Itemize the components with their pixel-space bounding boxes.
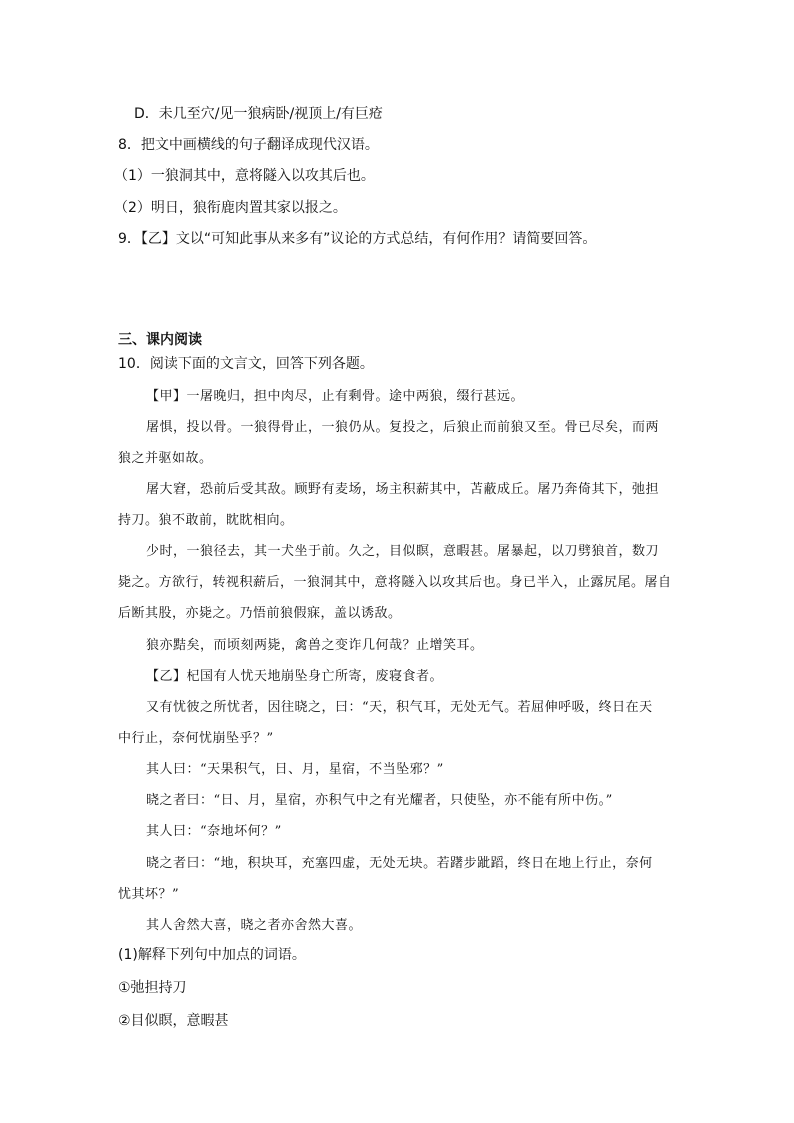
passage-jia-line: 狼之并驱如故。 xyxy=(118,451,213,466)
question-8-item-1: （1）一狼洞其中，意将隧入以攻其后也。 xyxy=(114,168,375,184)
passage-yi-line: 又有忧彼之所忧者，因往晓之，曰：“天，积气耳，无处无气。若屈伸呼吸，终日在天 xyxy=(146,700,653,715)
passage-jia-line: 持刀。狼不敢前，眈眈相向。 xyxy=(118,513,294,528)
question-8-item-2: （2）明日，狼衔鹿肉置其家以报之。 xyxy=(114,200,347,216)
passage-yi-line: 中行止，奈何忧崩坠乎？” xyxy=(118,731,274,746)
passage-jia-line: 后断其股，亦毙之。乃悟前狼假寐，盖以诱敌。 xyxy=(118,606,402,621)
passage-yi-line: 其人曰：“天果积气，日、月，星宿，不当坠邪？” xyxy=(146,762,444,777)
passage-jia-line: 毙之。方欲行，转视积薪后，一狼洞其中，意将隧入以攻其后也。身已半入，止露尻尾。屠自 xyxy=(118,575,672,590)
section-heading: 三、课内阅读 xyxy=(118,332,202,348)
option-d: D．未几至穴/见一狼病卧/视顶上/有巨疮 xyxy=(134,106,383,122)
passage-jia-line: 屠大窘，恐前后受其敌。顾野有麦场，场主积薪其中，苫蔽成丘。屠乃奔倚其下，弛担 xyxy=(146,482,660,497)
passage-jia-line: 狼亦黠矣，而顷刻两毙，禽兽之变诈几何哉？止增笑耳。 xyxy=(146,638,484,653)
sub-question-1-item-b: ②目似瞑，意暇甚 xyxy=(118,1013,229,1029)
passage-yi-line: 晓之者曰：“地，积块耳，充塞四虚，无处无块。若躇步跐蹈，终日在地上行止，奈何 xyxy=(146,856,653,871)
passage-jia-line: 少时，一狼径去，其一犬坐于前。久之，目似瞑，意暇甚。屠暴起，以刀劈狼首，数刀 xyxy=(146,544,660,559)
question-8: 8．把文中画横线的句子翻译成现代汉语。 xyxy=(118,137,379,153)
passage-jia-line: 【甲】一屠晚归，担中肉尽，止有剩骨。途中两狼，缀行甚远。 xyxy=(146,389,525,404)
passage-yi-line: 忧其坏？” xyxy=(118,887,180,902)
passage-yi-line: 其人舍然大喜，晓之者亦舍然大喜。 xyxy=(146,918,363,933)
sub-question-1: (1)解释下列句中加点的词语。 xyxy=(118,947,306,963)
sub-question-1-item-a: ①弛担持刀 xyxy=(118,980,187,996)
passage-yi-line: 晓之者曰：“日、月，星宿，亦积气中之有光耀者，只使坠，亦不能有所中伤。” xyxy=(146,793,613,808)
question-10: 10．阅读下面的文言文，回答下列各题。 xyxy=(118,356,374,372)
passage-jia-line: 屠惧，投以骨。一狼得骨止，一狼仍从。复投之，后狼止而前狼又至。骨已尽矣，而两 xyxy=(146,420,660,435)
passage-yi-line: 其人曰：“奈地坏何？” xyxy=(146,824,282,839)
passage-yi-line: 【乙】杞国有人忧天地崩坠身亡所寄，废寝食者。 xyxy=(146,669,444,684)
question-9: 9．【乙】文以“可知此事从来多有”议论的方式总结，有何作用？请简要回答。 xyxy=(118,231,597,247)
